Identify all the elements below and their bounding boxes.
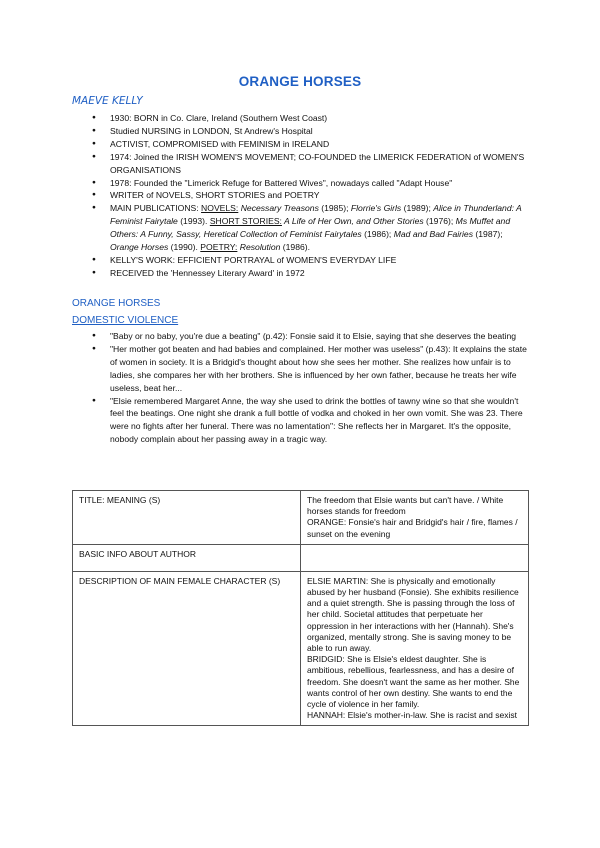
publication-year: (1987); [473, 229, 503, 240]
publication-year: (1986); [361, 229, 394, 240]
publication-title: Resolution [237, 242, 281, 253]
publication-title: Alice in Thunderland: A Feminist Fairytale [110, 203, 522, 227]
publication-title: Orange Horses [110, 242, 169, 253]
list-item: ● WRITER of NOVELS, SHORT STORIES and POETRY [72, 189, 532, 202]
publication-title: Mad and Bad Fairies [393, 229, 474, 240]
list-item: ● "Elsie remembered Margaret Anne, the way she used to drink the bottles of tawny wine so that she wouldn't feel the beatings. One night she drank a full bottle of vodka and choked in her own vomit. She was 23. There were no fights after her funeral. There was no lamentation": She reflects her in Margaret. It's the opposite, nobody complain about her passing away in a tragic way. [72, 395, 532, 447]
short-stories-label: SHORT STORIES: [209, 216, 282, 227]
list-item: ● RECEIVED the 'Hennessey Literary Award' in 1972 [72, 267, 532, 280]
publication-year: (1976); [423, 216, 456, 227]
table-cell-value [301, 491, 529, 545]
publication-year: (1986). [280, 242, 311, 253]
poetry-label: POETRY: [200, 242, 238, 253]
list-item: ● 1974: Joined the IRISH WOMEN'S MOVEMENT; CO-FOUNDED the LIMERICK FEDERATION of WOMEN'S ORGANISATIONS [72, 151, 532, 177]
table-cell-value [301, 544, 529, 571]
list-item: ● 1930: BORN in Co. Clare, Ireland (Southern West Coast) [72, 112, 532, 125]
cell-line: ORANGE: Fonsie's hair and Bridgid's hair / fire, flames / sunset on the evening [307, 517, 518, 539]
section-heading: ORANGE HORSES [72, 298, 161, 309]
table-cell-label: TITLE: MEANING (S) [73, 491, 301, 545]
cell-line: The freedom that Elsie wants but can't have. / White horses stands for freedom [307, 495, 504, 517]
document-title: ORANGE HORSES [238, 74, 362, 89]
publications-item [72, 202, 532, 254]
table-cell-value [301, 571, 529, 726]
cell-paragraph: HANNAH: Elsie's mother-in-law. She is racist and sexist [307, 710, 517, 721]
table-row [73, 491, 529, 545]
analysis-table [72, 490, 529, 726]
list-item: ● "Her mother got beaten and had babies and complained. Her mother was useless" (p.43): It explains the state of women in society. It is a Bridgid's thought about how she sees her mother. She realizes how unfair is to ladies, she compares her with her brothers. She is influenced by her own father, because he treats her wife useless, beat her... [72, 343, 532, 395]
table-cell-label: BASIC INFO ABOUT AUTHOR [73, 544, 301, 571]
publication-title: Ms Muffet and Others: A Funny, Sassy, Heretical Collection of Feminist Fairytales [110, 216, 511, 240]
list-item: ● "Baby or no baby, you're due a beating" (p.42): Fonsie said it to Elsie, saying that she deserves the beating [72, 330, 532, 343]
list-item: ● ACTIVIST, COMPROMISED with FEMINISM in IRELAND [72, 138, 532, 151]
list-item: ● 1978: Founded the "Limerick Refuge for Battered Wives", nowadays called "Adapt House" [72, 177, 532, 190]
table-row [73, 544, 529, 571]
cell-paragraph: BRIDGID: She is Elsie's eldest daughter. She is ambitious, rebellious, fearlessness, and has a desire of freedom. She doesn't want the same as her mother. She wants control of her own destiny. She wants to end the cycle of violence in her family. [307, 654, 520, 710]
table-row [73, 571, 529, 726]
author-facts-list [72, 112, 532, 280]
publication-title: Florrie's Girls [350, 203, 402, 214]
domestic-violence-list [72, 330, 532, 446]
publication-year: (1990). [168, 242, 201, 253]
list-item: ● Studied NURSING in LONDON, St Andrew's Hospital [72, 125, 532, 138]
publication-title: Necessary Treasons [240, 203, 319, 214]
publication-year: (1985); [318, 203, 351, 214]
list-item: ● KELLY'S WORK: EFFICIENT PORTRAYAL of WOMEN'S EVERYDAY LIFE [72, 254, 532, 267]
publication-year: (1993). [177, 216, 210, 227]
novels-label: NOVELS: [201, 203, 239, 214]
author-heading: MAEVE KELLY [72, 95, 143, 107]
publication-title: A Life of Her Own, and Other Stories [281, 216, 424, 227]
cell-paragraph: ELSIE MARTIN: She is physically and emotionally abused by her husband (Fonsie). She exhibits resilience and a quiet strength. She is passing through the loss of her child. Societal attitudes that perpetuate her oppression in her interactions with her (Hannah). She's organized, mentally strong. She is saving money to be able to run away. [307, 575, 519, 654]
table-cell-label: DESCRIPTION OF MAIN FEMALE CHARACTER (S) [73, 571, 301, 726]
publications-label: MAIN PUBLICATIONS: [110, 203, 202, 214]
publication-year: (1989); [401, 203, 434, 214]
subsection-heading: DOMESTIC VIOLENCE [72, 315, 179, 326]
